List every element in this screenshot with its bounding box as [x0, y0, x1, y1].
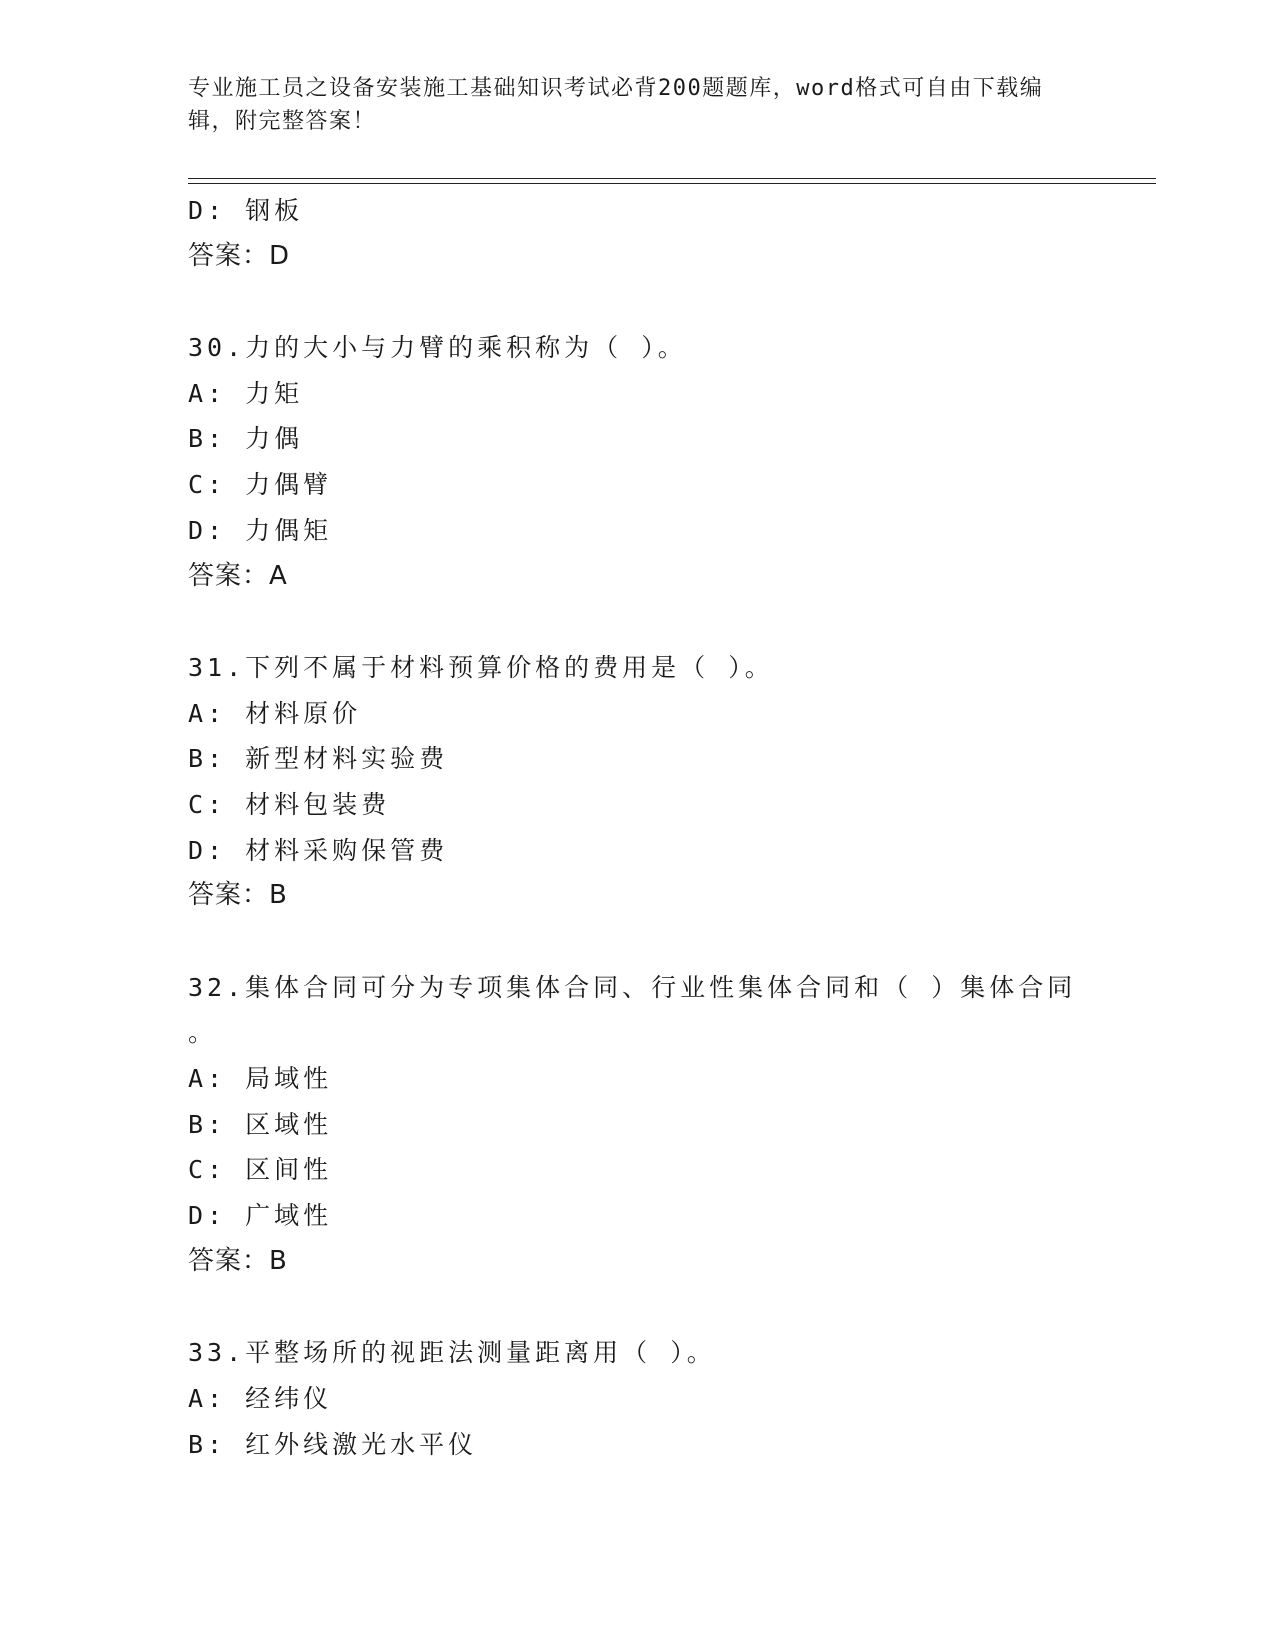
option-a: A: 经纬仪	[188, 1383, 333, 1413]
question-stem-continuation: 。	[188, 1018, 218, 1048]
option-c: C: 力偶臂	[188, 470, 333, 500]
option-b: B: 红外线激光水平仪	[188, 1429, 478, 1459]
answer-line: 答案：B	[188, 880, 288, 911]
header-rule-bottom	[188, 183, 1156, 184]
option-d: D: 力偶矩	[188, 515, 333, 545]
question-stem: 31.下列不属于材料预算价格的费用是（ ）。	[188, 652, 774, 682]
option-a: A: 局域性	[188, 1064, 333, 1094]
option-d: D: 材料采购保管费	[188, 835, 449, 865]
option-b: B: 新型材料实验费	[188, 744, 449, 774]
answer-line: 答案：A	[188, 560, 288, 591]
option-a: A: 力矩	[188, 378, 304, 408]
header-rule-top	[188, 178, 1156, 179]
answer-line: 答案：D	[188, 240, 291, 271]
question-stem: 30.力的大小与力臂的乘积称为（ ）。	[188, 333, 687, 363]
document-header	[188, 72, 1068, 138]
option-b: B: 区域性	[188, 1109, 333, 1139]
header-title: 专业施工员之设备安装施工基础知识考试必背200题题库，word格式可自由下载编辑，附完整答案！	[188, 76, 1044, 134]
option-a: A: 材料原价	[188, 698, 362, 728]
option-d: D: 广域性	[188, 1201, 333, 1231]
question-list	[188, 188, 1088, 1467]
option-d: D: 钢板	[188, 196, 304, 225]
question-stem: 33.平整场所的视距法测量距离用（ ）。	[188, 1338, 716, 1368]
option-c: C: 材料包装费	[188, 789, 391, 819]
question-stem: 32.集体合同可分为专项集体合同、行业性集体合同和（ ）集体合同	[188, 972, 1077, 1002]
answer-line: 答案：B	[188, 1245, 288, 1276]
option-c: C: 区间性	[188, 1155, 333, 1185]
option-b: B: 力偶	[188, 424, 304, 454]
